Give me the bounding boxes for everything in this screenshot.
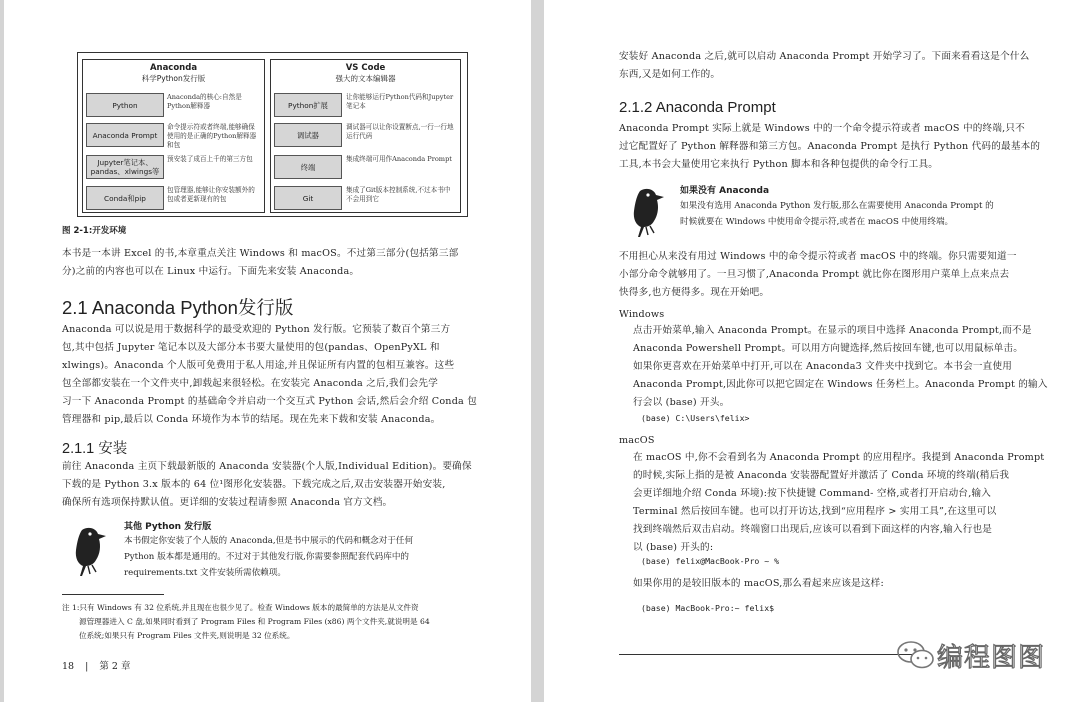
text-line: 时候就要在 Windows 中使用命令提示符,或者在 macOS 中使用终端。 bbox=[680, 217, 954, 227]
text-line: 安装好 Anaconda 之后,就可以启动 Anaconda Prompt 开始学习了。下面来看看这是个什么 bbox=[619, 51, 1030, 62]
vscode-subtitle: 强大的文本编辑器 bbox=[335, 74, 396, 83]
text-line: 找到终端然后双击启动。终端窗口出现后,应该可以看到下面这样的内容,输入行也是 bbox=[633, 524, 993, 535]
windows-paragraph bbox=[633, 322, 1048, 412]
text-line: Anaconda Prompt,因此你可以把它固定在 Windows 任务栏上。Anaconda Prompt 的输入 bbox=[633, 379, 1048, 390]
anaconda-box-desc: 包管理器,能够让你安装额外的包或者更新现有的包 bbox=[167, 186, 255, 203]
footnote bbox=[62, 601, 430, 643]
text-line: 过它配置好了 Python 解释器和第三方包。Anaconda Prompt 是执行 Python 代码的最基本的 bbox=[619, 141, 1041, 152]
right-page bbox=[544, 0, 1080, 702]
older-macos-line: 如果你用的是较旧版本的 macOS,那么看起来应该是这样: bbox=[633, 578, 884, 589]
text-line: 的时候,实际上指的是被 Anaconda 安装器配置好并激活了 Conda 环境的终端(稍后我 bbox=[633, 470, 1010, 481]
text-line: Anaconda Prompt 实际上就是 Windows 中的一个命令提示符或者 macOS 中的终端,只不 bbox=[619, 123, 1025, 134]
prompt-paragraph bbox=[619, 120, 1040, 174]
macos-paragraph bbox=[633, 449, 1044, 557]
install-paragraph bbox=[62, 458, 472, 512]
text-line: 源管理器进入 C 盘,如果同时看到了 Program Files 和 Program Files (x86) 两个文件夹,就说明是 64 bbox=[79, 617, 430, 626]
dev-environment-diagram bbox=[77, 52, 468, 217]
bird-icon bbox=[626, 185, 674, 239]
vscode-row-debugger bbox=[274, 123, 454, 149]
anaconda-box-desc: Anaconda的核心:自然是Python解释器 bbox=[167, 93, 242, 110]
vscode-box-desc: 集成了Git版本控制系统,不过本书中不会用到它 bbox=[346, 186, 451, 203]
text-line: 注 1:只有 Windows 有 32 位系统,并且现在也很少见了。检查 Windows 版本的最简单的方法是从文件资 bbox=[62, 603, 419, 612]
vscode-row-python-ext bbox=[274, 93, 454, 119]
anaconda-row-conda bbox=[86, 186, 262, 212]
text-line: 以 (base) 开头的: bbox=[633, 542, 714, 553]
text-line: 点击开始菜单,输入 Anaconda Prompt。在显示的项目中选择 Anaconda Prompt,而不是 bbox=[633, 325, 1032, 336]
vscode-box-label: 终端 bbox=[274, 155, 342, 179]
terminal-paragraph bbox=[619, 248, 1017, 302]
vscode-column bbox=[270, 59, 461, 213]
text-line: 前往 Anaconda 主页下载最新版的 Anaconda 安装器(个人版,Individual Edition)。要确保 bbox=[62, 461, 472, 472]
macos-label: macOS bbox=[619, 435, 655, 446]
text-line: 如果你更喜欢在开始菜单中打开,可以在 Anaconda3 文件夹中找到它。本书会一直使用 bbox=[633, 361, 1013, 372]
vscode-title: VS Code bbox=[345, 63, 386, 73]
text-line: 管理器和 pip,最后以 Conda 环境作为本节的结尾。现在先来下载和安装 Anaconda。 bbox=[62, 414, 441, 425]
text-line: 确保所有选项保持默认值。更详细的安装过程请参照 Anaconda 官方文档。 bbox=[62, 497, 393, 508]
anaconda-row-prompt bbox=[86, 123, 262, 149]
anaconda-box-label: Anaconda Prompt bbox=[86, 123, 164, 147]
windows-label: Windows bbox=[619, 309, 665, 320]
text-line: 本书是一本讲 Excel 的书,本章重点关注 Windows 和 macOS。不过第三部分(包括第三部 bbox=[62, 248, 459, 259]
vscode-box-label: 调试器 bbox=[274, 123, 342, 147]
text-line: 位系统;如果只有 Program Files 文件夹,则说明是 32 位系统。 bbox=[79, 631, 295, 640]
vscode-box-desc: 让你能够运行Python代码和Jupyter笔记本 bbox=[346, 93, 454, 110]
text-line: 习一下 Anaconda Prompt 的基础命令并启动一个交互式 Python 会话,然后会介绍 Conda 包 bbox=[62, 396, 477, 407]
anaconda-column bbox=[82, 59, 265, 213]
wechat-icon bbox=[896, 638, 936, 672]
anaconda-row-python bbox=[86, 93, 262, 119]
text-line: 快得多,也方便得多。现在开始吧。 bbox=[619, 287, 770, 298]
vscode-row-git bbox=[274, 186, 450, 212]
text-line: 如果没有选用 Anaconda Python 发行版,那么在需要使用 Anaconda Prompt 的 bbox=[680, 201, 994, 211]
text-line: 分)之前的内容也可以在 Linux 中运行。下面先来安装 Anaconda。 bbox=[62, 266, 360, 277]
chapter-label: 第 2 章 bbox=[99, 661, 131, 672]
watermark-text: 编程图图 bbox=[937, 643, 1046, 673]
anaconda-box-desc: 预安装了成百上千的第三方包 bbox=[167, 155, 253, 163]
text-line: 包,其中包括 Jupyter 笔记本以及大部分本书要大量使用的包(pandas、OpenPyXL 和 bbox=[62, 342, 440, 353]
text-line: 包全部都安装在一个文件夹中,卸载起来很轻松。在安装完 Anaconda 之后,我们会先学 bbox=[62, 378, 439, 389]
text-line: 本书假定你安装了个人版的 Anaconda,但是书中展示的代码和概念对于任何 bbox=[124, 536, 414, 546]
note-body bbox=[680, 198, 994, 230]
text-line: 在 macOS 中,你不会看到名为 Anaconda Prompt 的应用程序。我提到 Anaconda Prompt bbox=[633, 452, 1045, 463]
text-line: Terminal 然后按回车键。也可以打开访达,找到“应用程序 > 实用工具”,在这里可以 bbox=[633, 506, 997, 517]
text-line: Python 版本都是通用的。不过对于其他发行版,你需要参照配套代码库中的 bbox=[124, 552, 410, 562]
anaconda-row-packages bbox=[86, 155, 262, 181]
intro-paragraph bbox=[619, 48, 1029, 84]
left-page bbox=[4, 0, 531, 702]
text-line: 小部分命令就够用了。一旦习惯了,Anaconda Prompt 就比你在图形用户菜单上点来点去 bbox=[619, 269, 1010, 280]
anaconda-box-label: Jupyter笔记本、pandas、xlwings等 bbox=[86, 155, 164, 179]
section-heading-2-1-1: 2.1.1 安装 bbox=[62, 441, 128, 457]
footer-divider bbox=[619, 654, 919, 655]
anaconda-title: Anaconda bbox=[149, 63, 198, 73]
windows-code: (base) C:\Users\felix> bbox=[641, 413, 750, 423]
text-line: xlwings)。Anaconda 个人版可免费用于私人用途,并且保证所有内置的包相互兼容。这些 bbox=[62, 360, 455, 371]
vscode-box-desc: 调试器可以让你设置断点,一行一行地运行代码 bbox=[346, 123, 454, 140]
vscode-row-terminal bbox=[274, 155, 450, 181]
macos-code: (base) felix@MacBook-Pro ~ % bbox=[641, 556, 780, 566]
text-line: Anaconda Powershell Prompt。可以用方向键选择,然后按回车键,也可以用鼠标单击。 bbox=[633, 343, 1024, 354]
anaconda-box-desc: 命令提示符或者终端,能够确保使用的是正确的Python解释器和包 bbox=[167, 123, 257, 149]
section-heading-2-1: 2.1 Anaconda Python发行版 bbox=[62, 297, 294, 318]
text-line: Anaconda 可以说是用于数据科学的最受欢迎的 Python 发行版。它预装了数百个第三方 bbox=[62, 324, 451, 335]
anaconda-box-label: Python bbox=[86, 93, 164, 117]
text-line: 下载的是 Python 3.x 版本的 64 位¹图形化安装器。下载完成之后,双击安装器开始安装, bbox=[62, 479, 446, 490]
note-body bbox=[124, 533, 413, 581]
text-line: 不用担心从来没有用过 Windows 中的命令提示符或者 macOS 中的终端。你只需要知道一 bbox=[619, 251, 1017, 262]
vscode-box-label: Git bbox=[274, 186, 342, 210]
vscode-box-desc: 集成终端可用作Anaconda Prompt bbox=[346, 155, 452, 163]
page-number: 18 bbox=[62, 661, 75, 672]
figure-caption: 图 2-1:开发环境 bbox=[62, 226, 127, 236]
section-heading-2-1-2: 2.1.2 Anaconda Prompt bbox=[619, 99, 776, 116]
intro-paragraph bbox=[62, 245, 458, 281]
anaconda-box-label: Conda和pip bbox=[86, 186, 164, 210]
text-line: 会更详细地介绍 Conda 环境):按下快捷键 Command- 空格,或者打开启动台,输入 bbox=[633, 488, 992, 499]
anaconda-subtitle: 科学Python发行版 bbox=[141, 74, 206, 83]
note-title: 如果没有 Anaconda bbox=[680, 186, 770, 196]
text-line: requirements.txt 文件安装所需依赖项。 bbox=[124, 568, 286, 578]
page-footer: 18 | 第 2 章 bbox=[62, 661, 131, 672]
note-title: 其他 Python 发行版 bbox=[124, 522, 212, 532]
anaconda-paragraph bbox=[62, 321, 477, 429]
text-line: 东西,又是如何工作的。 bbox=[619, 69, 721, 80]
vscode-box-label: Python扩展 bbox=[274, 93, 342, 117]
text-line: 工具,本书会大量使用它来执行 Python 脚本和各种包提供的命令行工具。 bbox=[619, 159, 939, 170]
bird-icon bbox=[68, 524, 116, 578]
text-line: 行会以 (base) 开头。 bbox=[633, 397, 730, 408]
older-macos-code: (base) MacBook-Pro:~ felix$ bbox=[641, 603, 775, 613]
footnote-divider bbox=[62, 594, 164, 595]
